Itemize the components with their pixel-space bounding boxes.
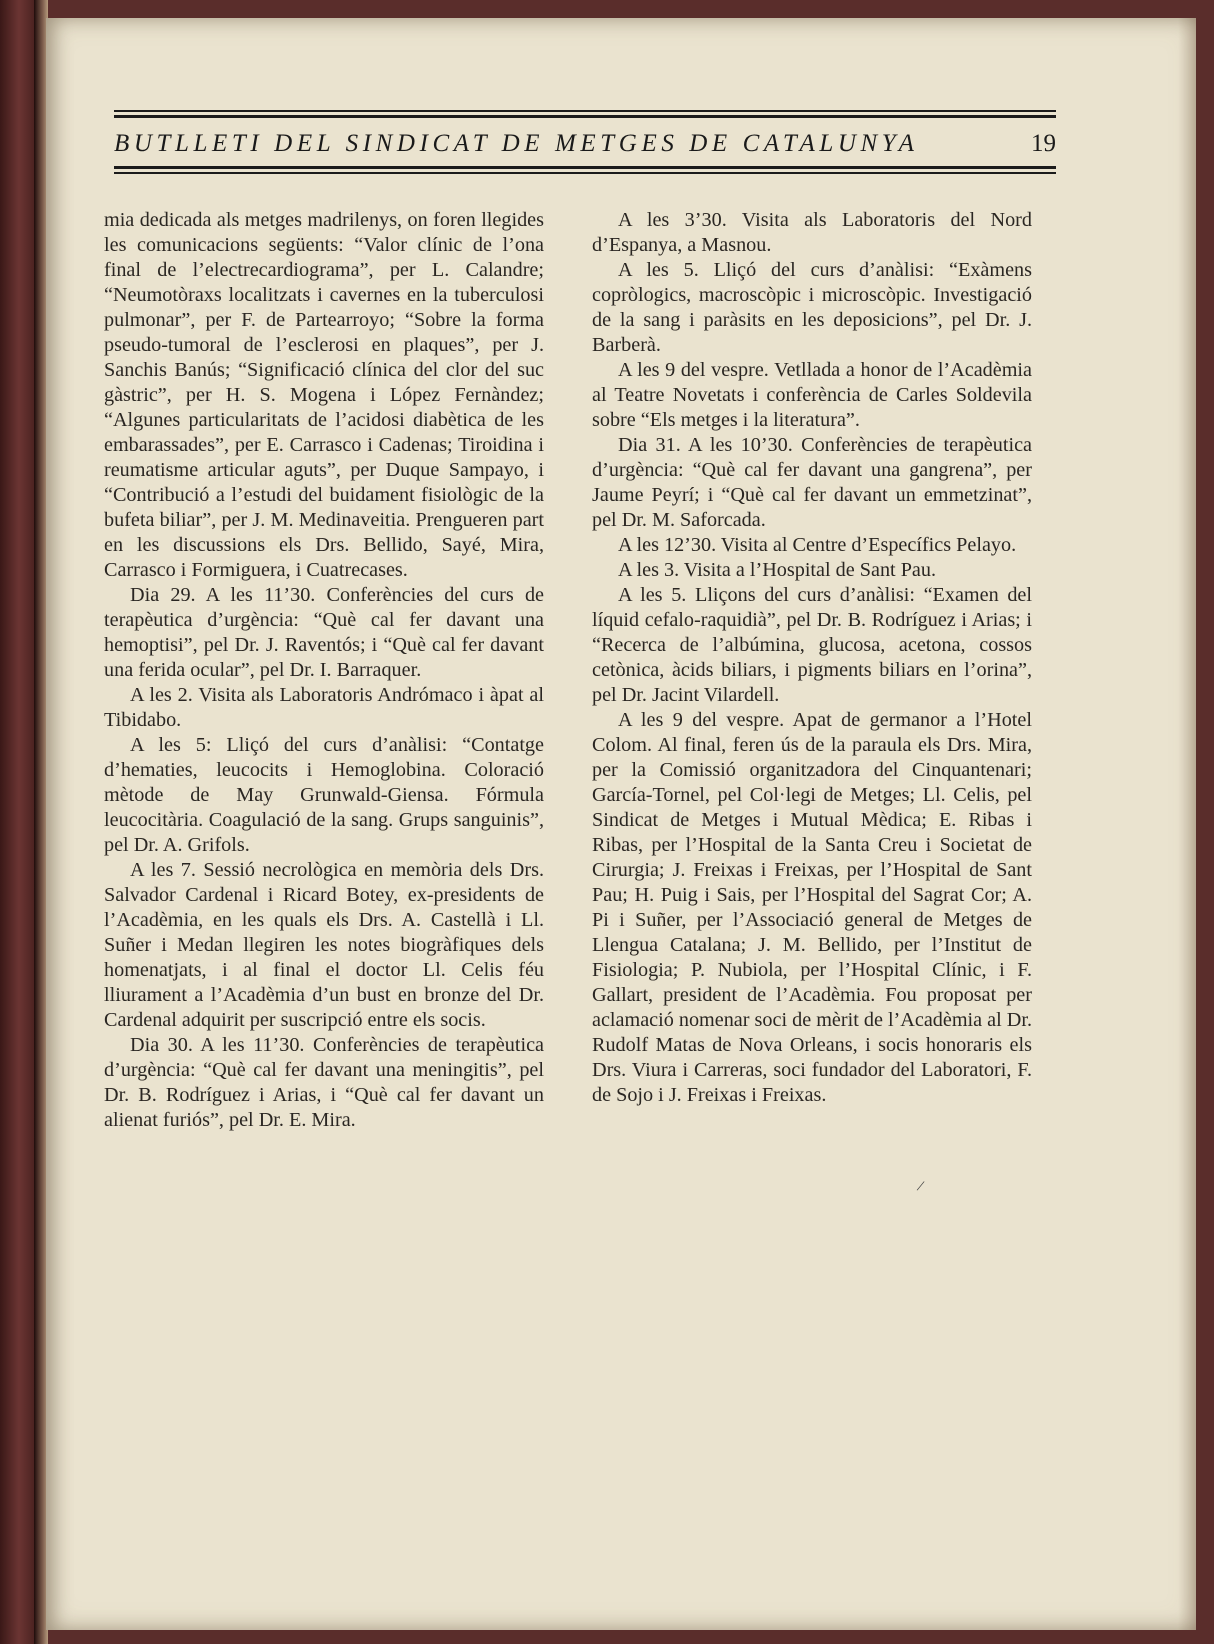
paragraph: mia dedicada als metges madrilenys, on foren llegides les comunicacions següents: “Valor clínic de l’ona final de l’electrecardiograma”, per L. Calandre; “Neumotòraxs localitzats i cavernes en la tuberculosi pulmonar”, per F. de Partearroyo; “Sobre la forma pseudo-tumoral de l’esclerosi en plaques”, per J. Sanchis Banús; “Significació clínica del clor del suc gàstric”, per H. S. Mogena i López Fernàndez; “Algunes particularitats de l’acidosi diabètica de les embarassades”, per E. Carrasco i Cadenas; Tiroidina i reumatisme articular aguts”, per Duque Sampayo, i “Contribució a l’estudi del buidament fisiològic de la bufeta biliar”, per J. M. Medinaveitia. Prengueren part en les discussions els Drs. Bellido, Sayé, Mira, Carrasco i Formiguera, i Cuatrecases.: [104, 209, 544, 581]
paragraph: A les 3. Visita a l’Hospital de Sant Pau.: [618, 559, 937, 581]
paragraph: Dia 31. A les 10’30. Conferències de terapèutica d’urgència: “Què cal fer davant una gangrena”, per Jaume Peyrí; i “Què cal fer davant un emmetzinat”, pel Dr. M. Saforcada.: [592, 434, 1032, 531]
paragraph: Dia 30. A les 11’30. Conferències de terapèutica d’urgència: “Què cal fer davant una meningitis”, pel Dr. B. Rodríguez i Arias, i “Què cal fer davant un alienat furiós”, pel Dr. E. Mira.: [104, 1034, 544, 1131]
header-rule-bottom: [114, 172, 1056, 174]
paragraph: A les 9 del vespre. Apat de germanor a l’Hotel Colom. Al final, feren ús de la paraula els Drs. Mira, per la Comissió organitzadora del Cinquantenari; García-Tornel, pel Col·legi de Metges; Ll. Celis, pel Sindicat de Metges i Mutual Mèdica; E. Ribas i Ribas, per l’Hospital de la Santa Creu i Societat de Cirurgia; J. Freixas i Freixas, per l’Hospital de Sant Pau; H. Puig i Sais, per l’Hospital del Sagrat Cor; A. Pi i Suñer, per l’Associació general de Metges de Llengua Catalana; J. M. Bellido, per l’Institut de Fisiologia; P. Nubiola, per l’Hospital Clínic, i F. Gallart, president de l’Acadèmia. Fou proposat per aclamació nomenar soci de mèrit de l’Acadèmia al Dr. Rudolf Matas de Nova Orleans, i socis honoraris els Drs. Viura i Carreras, soci fundador del Laboratori, F. de Sojo i J. Freixas i Freixas.: [592, 709, 1033, 1106]
journal-title: BUTLLETI DEL SINDICAT DE METGES DE CATALUNYA: [114, 130, 919, 157]
stray-ink-mark: /: [915, 1177, 926, 1196]
page-content: [46, 18, 1196, 1630]
paragraph: A les 3’30. Visita als Laboratoris del Nord d’Espanya, a Masnou.: [592, 209, 1032, 256]
paragraph: A les 12’30. Visita al Centre d’Específics Pelayo.: [618, 534, 1017, 556]
paragraph: A les 5. Lliçons del curs d’anàlisi: “Examen del líquid cefalo-raquidià”, pel Dr. B. Rodríguez i Arias; i “Recerca de l’albúmina, glucosa, acetona, cossos cetònica, àcids biliars, i pigments biliars en l’orina”, pel Dr. Jacint Vilardell.: [592, 584, 1032, 706]
header-rule-top-thick: [114, 115, 1056, 118]
left-column: [104, 208, 544, 1133]
right-column: [592, 208, 1032, 1108]
page-number: 19: [1031, 130, 1056, 157]
paragraph: Dia 29. A les 11’30. Conferències del curs de terapèutica d’urgència: “Què cal fer davant una hemoptisi”, pel Dr. J. Raventós; i “Què cal fer davant una ferida ocular”, pel Dr. I. Barraquer.: [104, 584, 544, 681]
paragraph: A les 7. Sessió necrològica en memòria dels Drs. Salvador Cardenal i Ricard Botey, ex-presidents de l’Acadèmia, en les quals els Drs. A. Castellà i Ll. Suñer i Medan llegiren les notes biogràfiques dels homenatjats, i al final el doctor Ll. Celis féu lliurament a l’Acadèmia d’un bust en bronze del Dr. Cardenal adquirit per suscripció entre els socis.: [104, 859, 544, 1031]
running-header: [114, 110, 1056, 182]
header-rule-top: [114, 110, 1056, 112]
header-rule-bottom-thick: [114, 166, 1056, 169]
paragraph: A les 5. Lliçó del curs d’anàlisi: “Exàmens copròlogics, macroscòpic i microscòpic. Investigació de la sang i paràsits en les deposicions”, pel Dr. J. Barberà.: [592, 259, 1032, 356]
paragraph: A les 9 del vespre. Vetllada a honor de l’Acadèmia al Teatre Novetats i conferència de Carles Soldevila sobre “Els metges i la literatura”.: [592, 359, 1032, 431]
paragraph: A les 2. Visita als Laboratoris Andrómaco i àpat al Tibidabo.: [104, 684, 544, 731]
paragraph: A les 5: Lliçó del curs d’anàlisi: “Contatge d’hematies, leucocits i Hemoglobina. Coloració mètode de May Grunwald-Giensa. Fórmula leucocitària. Coagulació de la sang. Grups sanguinis”, pel Dr. A. Grifols.: [104, 734, 544, 856]
